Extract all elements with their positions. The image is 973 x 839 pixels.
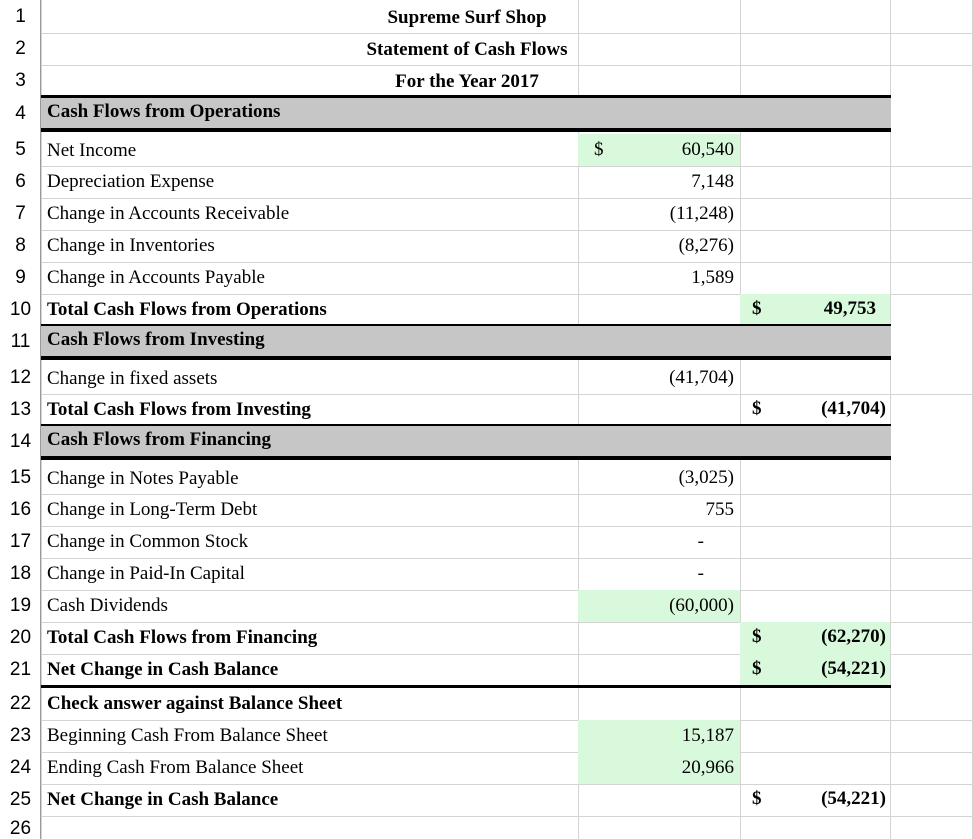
value-total-financing: (62,270) [821,626,886,647]
row-header[interactable]: 22 [0,688,41,720]
value-net-income: 60,540 [681,139,734,160]
currency-symbol: $ [752,658,762,679]
section-border [41,128,891,132]
row-label-net-change[interactable]: Net Change in Cash Balance [47,659,279,680]
row-label-notes-payable[interactable]: Change in Notes Payable [47,468,239,489]
company-title: Supreme Surf Shop [387,7,547,28]
row-header[interactable]: 23 [0,720,41,752]
section-border [41,356,891,360]
row-header[interactable]: 24 [0,752,41,784]
section-border [41,456,891,460]
row-header[interactable]: 20 [0,622,41,654]
value-accounts-payable[interactable]: 1,589 [691,267,734,288]
currency-symbol: $ [752,788,762,809]
value-depreciation[interactable]: 7,148 [691,171,734,192]
cell-total-financing[interactable] [740,622,890,654]
row-label-total-financing[interactable]: Total Cash Flows from Financing [47,627,318,648]
row-label-beginning-cash[interactable]: Beginning Cash From Balance Sheet [47,725,328,746]
row-header[interactable]: 8 [0,230,41,262]
row-header[interactable]: 4 [0,97,41,130]
row-header[interactable]: 7 [0,198,41,230]
cell-total-investing[interactable] [740,394,890,426]
value-ending-cash[interactable]: 20,966 [578,752,740,784]
currency-symbol: $ [752,626,762,647]
row-label-total-investing[interactable]: Total Cash Flows from Investing [47,399,311,420]
section-header-financing[interactable]: Cash Flows from Financing [41,426,891,456]
currency-symbol: $ [752,398,762,419]
row-header[interactable]: 21 [0,654,41,686]
statement-title: Statement of Cash Flows [366,39,568,60]
row-label-accounts-receivable[interactable]: Change in Accounts Receivable [47,203,290,224]
cell-total-operations[interactable] [740,294,890,326]
section-header-investing[interactable]: Cash Flows from Investing [41,326,891,356]
row-label-cash-dividends[interactable]: Cash Dividends [47,595,168,616]
grid-line [41,816,973,817]
row-header[interactable]: 3 [0,65,41,97]
value-common-stock[interactable]: - [697,531,704,552]
row-header[interactable]: 5 [0,134,41,166]
row-header[interactable]: 2 [0,33,41,65]
row-label-check-answer[interactable]: Check answer against Balance Sheet [47,693,343,714]
value-total-investing: (41,704) [821,398,886,419]
value-net-change-check: (54,221) [821,788,886,809]
row-label-net-change-check[interactable]: Net Change in Cash Balance [47,789,279,810]
row-header[interactable]: 13 [0,394,41,426]
row-header[interactable]: 6 [0,166,41,198]
row-header[interactable]: 10 [0,294,41,326]
row-label-net-income[interactable]: Net Income [47,140,137,161]
row-header[interactable]: 11 [0,326,41,358]
section-header-operations[interactable]: Cash Flows from Operations [41,98,891,128]
row-label-accounts-payable[interactable]: Change in Accounts Payable [47,267,265,288]
row-label-paid-in-capital[interactable]: Change in Paid-In Capital [47,563,245,584]
row-header[interactable]: 1 [0,0,41,33]
value-long-term-debt[interactable]: 755 [705,499,734,520]
value-beginning-cash[interactable]: 15,187 [578,720,740,752]
value-inventories[interactable]: (8,276) [678,235,734,256]
row-label-depreciation[interactable]: Depreciation Expense [47,171,215,192]
row-header[interactable]: 12 [0,362,41,394]
row-header[interactable]: 16 [0,494,41,526]
column-divider [40,0,41,839]
row-header[interactable]: 18 [0,558,41,590]
row-label-total-operations[interactable]: Total Cash Flows from Operations [47,299,327,320]
row-label-long-term-debt[interactable]: Change in Long-Term Debt [47,499,258,520]
value-total-operations: 49,753 [823,298,876,319]
value-cash-dividends[interactable]: (60,000) [578,590,740,622]
period-title: For the Year 2017 [395,71,539,92]
row-label-inventories[interactable]: Change in Inventories [47,235,215,256]
value-fixed-assets[interactable]: (41,704) [669,367,734,388]
currency-symbol: $ [594,139,604,160]
row-header[interactable]: 15 [0,462,41,494]
cell-net-change[interactable] [740,654,890,686]
value-net-change: (54,221) [821,658,886,679]
row-label-fixed-assets[interactable]: Change in fixed assets [47,368,218,389]
row-label-ending-cash[interactable]: Ending Cash From Balance Sheet [47,757,304,778]
value-accounts-receivable[interactable]: (11,248) [669,203,734,224]
cell-net-income[interactable] [578,134,740,166]
row-header[interactable]: 9 [0,262,41,294]
row-header[interactable]: 26 [0,816,41,839]
row-header[interactable]: 14 [0,426,41,458]
cell-net-change-check[interactable] [740,784,890,816]
row-header[interactable]: 25 [0,784,41,816]
value-notes-payable[interactable]: (3,025) [678,467,734,488]
row-header[interactable]: 17 [0,526,41,558]
row-header[interactable]: 19 [0,590,41,622]
row-label-common-stock[interactable]: Change in Common Stock [47,531,249,552]
currency-symbol: $ [752,298,762,319]
value-paid-in-capital[interactable]: - [697,563,704,584]
